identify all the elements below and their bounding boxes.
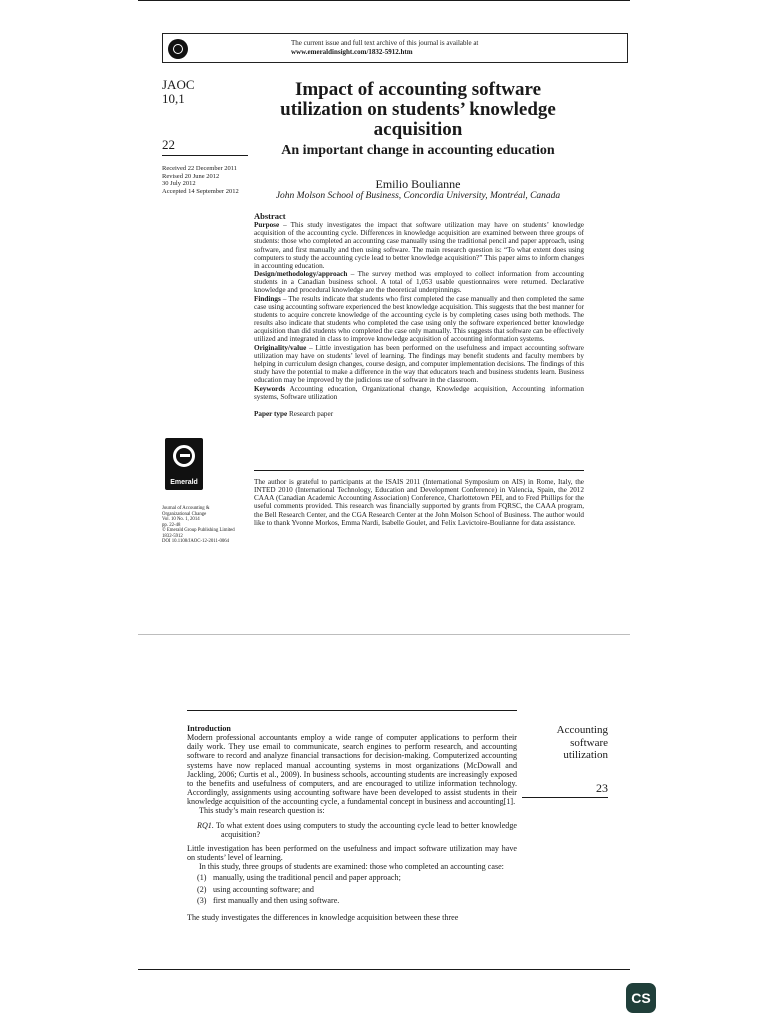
page-break-rule: [138, 634, 630, 635]
abstract-purpose: Purpose – This study investigates the impact that software utilization may have on students’ knowledge acquisition of the accounting cycle. Differences in knowledge acquisition are examined between three groups of students: those who completed an accounting case manually using the traditional pencil and paper approach, using software, and first manually and then using software. The main research question is: “To what extent does using computers to study the accounting cycle lead to better knowledge acquisition?” This paper aims to inform changes in accounting education.: [254, 221, 584, 270]
accepted-date: Accepted 14 September 2012: [162, 187, 239, 195]
introduction-section: [187, 724, 517, 922]
journal-code: [162, 78, 195, 106]
abstract-originality: Originality/value – Little investigation has been performed on the usefulness and impact accounting software utilization may have on students’ level of learning. The findings may benefit students and faculty members by helping in curriculum design changes, course design, and computer implementation decisions. The findings of this study have the potential to make a difference in the way that educators teach and business students learn. Business education may be improved by the judicious use of software in the classroom.: [254, 343, 584, 385]
right-margin-rule: [522, 797, 608, 798]
list-item: (3) first manually and then using software.: [197, 895, 340, 905]
body-top-rule: [187, 710, 517, 711]
emerald-insight-icon: [168, 39, 188, 59]
left-margin-rule: [162, 155, 248, 156]
revised-date: Revised 20 June 2012: [162, 172, 220, 180]
journal-info-line: DOI 10.1108/JAOC-12-2011-0064: [162, 539, 230, 544]
footnote-rule: [254, 470, 584, 471]
intro-paragraph-2: This study’s main research question is:: [199, 806, 325, 816]
list-item: (1) manually, using the traditional pencil and paper approach;: [197, 873, 401, 883]
revised-date-2: 30 July 2012: [162, 180, 196, 188]
author-name: Emilio Boulianne: [375, 177, 461, 191]
intro-paragraph-1: Modern professional accountants employ a wide range of computer applications to perform their daily work. They use email to communicate, search engines to perform research, and accounting software to record and analyze financial transactions for decision-making. Computerized accounting systems have now replaced manual accounting systems in most organizations (McDowall and Jackling, 2006; Curtis et al., 2009). In business schools, accounting students are increasingly exposed to the benefits and usefulness of computers, and are encouraged to utilize information technology. Accordingly, assignments using accounting software have been developed to assist students in their knowledge acquisition of the accounting cycle, a fundamental concept in business and accounting[1].: [187, 733, 517, 807]
journal-info-line: Organizational Change: [162, 511, 207, 517]
emerald-e-icon: [173, 445, 195, 467]
emerald-logo-text: Emerald: [170, 479, 198, 486]
emerald-logo: [165, 438, 203, 490]
received-dates: [162, 165, 239, 195]
banner-url[interactable]: www.emeraldinsight.com/1832-5912.htm: [291, 47, 413, 56]
journal-info-line: Journal of Accounting &: [162, 506, 210, 511]
page-bottom-rule: [138, 969, 630, 970]
journal-info: [162, 506, 235, 545]
student-groups-list: [197, 873, 517, 904]
running-head: Accounting software utilization: [556, 724, 608, 761]
list-item: (2) using accounting software; and: [197, 884, 314, 894]
abstract-design: Design/methodology/approach – The survey method was employed to collect information from accounting students in a Canadian business school. A total of 1,053 usable questionnaires were returned. Declarative knowledge and procedural knowledge are the theoretical underpinnings.: [254, 270, 584, 295]
journal-info-line: © Emerald Group Publishing Limited: [162, 528, 235, 533]
intro-paragraph-4: In this study, three groups of students are examined: those who completed an accounting case:: [199, 862, 504, 872]
page-number-right: 23: [596, 781, 608, 795]
acknowledgement: The author is grateful to participants at the ISAIS 2011 (International Symposium on AIS) in Rome, Italy, the INTED 2010 (International Technology, Education and Development Conference) in Valencia, Spain, the 2012 CAAA (Canadian Academic Accounting Association) Conference, Charlottetown PEI, and to Fred Phillips for the useful comments provided. This research was financially supported by grants from FQRSC, the CAAA program, the Bell Research Center, and the CGA Research Center at the John Molson School of Business. The author would like to thank Yvonne Morkos, Emma Nardi, Isabelle Goulet, and Felix Lavictoire-Boulianne for data assistance.: [254, 478, 584, 527]
page-number-left: 22: [162, 137, 175, 152]
author-affiliation: John Molson School of Business, Concordia University, Montréal, Canada: [275, 191, 561, 201]
abstract: [254, 212, 584, 418]
journal-volume: 10,1: [162, 91, 185, 106]
received-date: Received 22 December 2011: [162, 165, 238, 172]
journal-abbrev: JAOC: [162, 77, 195, 92]
journal-archive-banner: [162, 33, 628, 63]
keywords: Keywords Accounting education, Organizational change, Knowledge acquisition, Accounting information systems, Software utilization: [254, 385, 584, 402]
banner-text: [291, 39, 478, 56]
abstract-findings: Findings – The results indicate that students who first completed the case manually and then completed the same case using accounting software experienced the best knowledge acquisition. This suggests that the best manner for students to acquire concrete knowledge of the accounting cycle is by completing cases using both methods. The results also indicate that students who completed the case using only the software experienced better knowledge acquisition than did students who completed the case only manually. This suggests that software can be effectively utilized and integrated in class to improve knowledge acquisition of accounting information systems.: [254, 294, 584, 344]
intro-paragraph-5: The study investigates the differences in knowledge acquisition between these three: [187, 912, 459, 922]
camscanner-badge-icon[interactable]: CS: [626, 983, 656, 1013]
intro-paragraph-3: Little investigation has been performed on the usefulness and impact software utilization may have on students’ level of learning.: [187, 843, 517, 863]
paper-type: Paper type Research paper: [254, 409, 334, 418]
journal-info-line: pp. 22-48: [162, 522, 181, 528]
paper-subtitle: An important change in accounting education: [281, 143, 555, 158]
paper-title: Impact of accounting software utilization on students’ knowledge acquisition: [280, 79, 556, 140]
page-top-rule: [138, 0, 630, 1]
section-heading: Introduction: [187, 724, 231, 733]
journal-info-line: 1832-5912: [162, 533, 183, 539]
abstract-heading: Abstract: [254, 211, 286, 221]
research-question: RQ1. To what extent does using computers to study the accounting cycle lead to better knowledge acquisition?: [197, 820, 517, 839]
journal-info-line: Vol. 10 No. 1, 2014: [162, 517, 200, 522]
banner-line-1: The current issue and full text archive of this journal is available at: [291, 39, 479, 47]
